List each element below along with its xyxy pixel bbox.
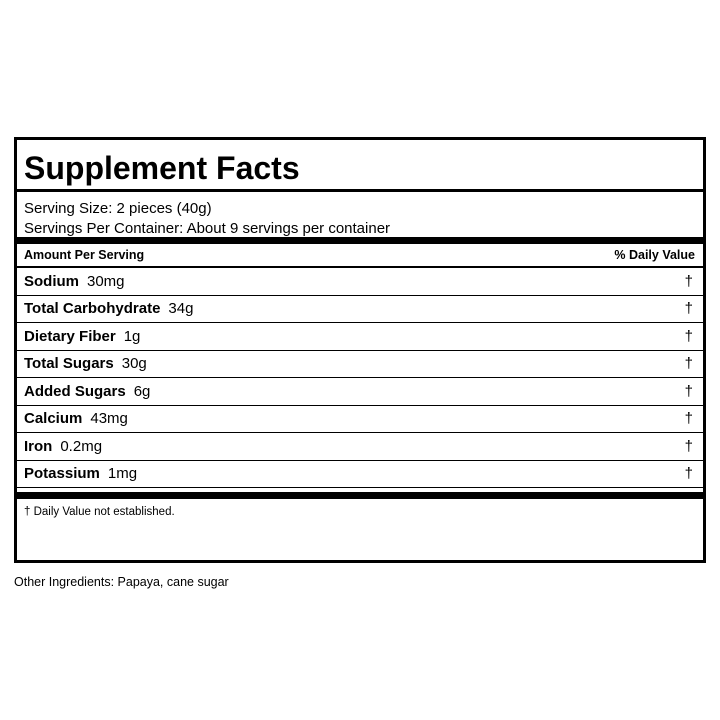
serving-info <box>17 192 703 244</box>
nutrient-amount: 43mg <box>90 410 128 428</box>
nutrient-amount: 30g <box>121 355 147 373</box>
nutrient-amount: 6g <box>133 382 151 400</box>
servings-per-container: Servings Per Container: About 9 servings per container <box>24 220 391 237</box>
nutrient-row-iron <box>17 433 703 461</box>
nutrient-name: Potassium <box>24 465 100 483</box>
nutrient-row-total-sugars <box>17 351 703 379</box>
nutrient-row-calcium <box>17 406 703 434</box>
nutrient-amount: 1g <box>123 327 141 345</box>
thick-divider <box>17 492 703 499</box>
daily-value-mark: † <box>684 355 693 373</box>
daily-value-mark: † <box>684 382 693 400</box>
nutrient-name: Total Sugars <box>24 355 114 373</box>
nutrient-name: Added Sugars <box>24 382 126 400</box>
column-header-row <box>17 244 703 268</box>
daily-value-mark: † <box>684 300 693 318</box>
nutrient-name: Sodium <box>24 272 79 290</box>
nutrient-name: Iron <box>24 437 53 455</box>
nutrient-amount: 0.2mg <box>60 437 103 455</box>
nutrient-row-potassium <box>17 461 703 489</box>
daily-value-header: % Daily Value <box>614 248 695 262</box>
nutrient-row-dietary-fiber <box>17 323 703 351</box>
daily-value-mark: † <box>684 437 693 455</box>
footnote: † Daily Value not established. <box>24 506 175 518</box>
serving-size: Serving Size: 2 pieces (40g) <box>24 200 212 217</box>
panel-title: Supplement Facts <box>17 140 703 192</box>
amount-per-serving-header: Amount Per Serving <box>24 248 145 262</box>
nutrient-name: Calcium <box>24 410 83 428</box>
daily-value-mark: † <box>684 465 693 483</box>
nutrient-amount: 30mg <box>87 272 125 290</box>
daily-value-mark: † <box>684 410 693 428</box>
nutrient-row-sodium <box>17 268 703 296</box>
nutrient-amount: 1mg <box>107 465 138 483</box>
nutrient-name: Total Carbohydrate <box>24 300 161 318</box>
nutrient-amount: 34g <box>168 300 194 318</box>
daily-value-mark: † <box>684 272 693 290</box>
daily-value-mark: † <box>684 327 693 345</box>
other-ingredients: Other Ingredients: Papaya, cane sugar <box>14 575 229 589</box>
nutrient-name: Dietary Fiber <box>24 327 116 345</box>
nutrient-row-added-sugars <box>17 378 703 406</box>
nutrient-row-total-carbohydrate <box>17 296 703 324</box>
supplement-facts-panel <box>14 137 706 563</box>
